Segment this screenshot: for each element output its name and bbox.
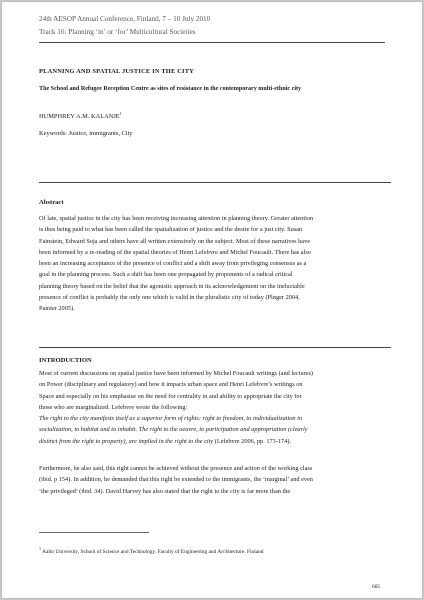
paper-subtitle: The School and Refugee Reception Centre as sites of resistance in the contemporary multi-ethnic city bbox=[39, 86, 302, 92]
text-line: been an increasing acceptance of the presence of conflict and a shift away from privileging consensus as a bbox=[39, 260, 307, 268]
text-line: (ibid. p 154). In addition, he demanded that this right be extended to the immigrants, the ‘marginal’ and even bbox=[39, 476, 313, 484]
introduction-continuation bbox=[39, 463, 391, 497]
footnote-text: Aalto University, School of Science and Technology. Faculty of Engineering and Architecture. Finland bbox=[41, 548, 264, 555]
text-line: goal in the planning process. Such a shift has been one propagated by proponents of a radical critical bbox=[39, 271, 293, 279]
text-line: Furthermore, he also said, this right cannot be achieved without the presence and action of the working class bbox=[39, 465, 313, 472]
keywords: Keywords: Justice, immigrants, City bbox=[39, 130, 133, 137]
author-name: HUMPHREY A.M. KALANJE bbox=[39, 113, 120, 121]
text-line: Space and especially on his emphasise on the need for centrality in and ability to appropriate the city for bbox=[39, 392, 302, 400]
footnote bbox=[39, 546, 263, 555]
abstract-heading: Abstract bbox=[39, 199, 64, 206]
text-line: presence of conflict is probably the only one which is valid in the pluralistic city of today (Pløger 2004, bbox=[39, 294, 300, 302]
track-line: Track 16: Planning ‘in’ or ‘for’ Multicultural Societies bbox=[39, 27, 196, 36]
running-header bbox=[39, 13, 210, 38]
quote-citation: (Lefebvre 2006, pp. 173-174). bbox=[213, 437, 292, 445]
footnote-mark: 1 bbox=[39, 546, 41, 551]
abstract-body bbox=[39, 213, 391, 315]
abstract-bottom-rule bbox=[39, 347, 391, 348]
header-rule bbox=[39, 42, 385, 43]
text-line: planning theory based on the belief that the agonistic approach in its acknowledgement on the ineluctable bbox=[39, 282, 305, 290]
text-line: those who are marginalized. Lefebvre wrote the following: bbox=[39, 403, 188, 411]
paper-page bbox=[2, 2, 422, 598]
text-line: been informed by a re-reading of the spatial theories of Henri Lefebvre and Michel Foucault. There has also bbox=[39, 248, 311, 256]
introduction-heading: INTRODUCTION bbox=[39, 357, 92, 364]
quote-text: distinct from the right to property), are implied in the right to the city bbox=[39, 437, 214, 445]
abstract-top-rule bbox=[39, 182, 391, 183]
author-footnote-mark: 1 bbox=[119, 111, 122, 116]
text-line: Fainstein, Edward Soja and others have all written extensively on the subject. Most of these narratives have bbox=[39, 237, 311, 245]
text-line: ‘the privileged’ (ibid. 34). David Harvey has also stated that the right to the city is far more than the bbox=[39, 487, 291, 495]
text-line: is thus being paid to what has been called the spatialization of justice and the desire for a just city. Susan bbox=[39, 226, 303, 234]
quote-line: socialization, to habitat and to inhabit. The right to the oeuvre, to participation and appropriation (clearly bbox=[39, 426, 308, 434]
quote-line-last bbox=[39, 436, 391, 447]
text-line: Painter 2005). bbox=[39, 305, 75, 313]
quote-line: The right to the city manifests itself as a superior form of rights: right to freedom, to individualization in bbox=[39, 415, 303, 423]
introduction-body bbox=[39, 368, 391, 447]
text-line: Most of current discussions on spatial justice have been informed by Michel Foucault writings (and lectures) bbox=[39, 370, 314, 377]
conference-line: 24th AESOP Annual Conference, Finland, 7 – 10 July 2010 bbox=[39, 15, 211, 23]
page-number: 605 bbox=[372, 584, 381, 590]
text-line: Of late, spatial justice in the city has been receiving increasing attention in planning theory. Greater attention bbox=[39, 215, 314, 222]
text-line: on Power (disciplinary and regulatory) and how it impacts urban space and Henri Lefebvre’s writings on bbox=[39, 381, 303, 389]
footnote-rule bbox=[39, 532, 149, 533]
paper-title: PLANNING AND SPATIAL JUSTICE IN THE CITY bbox=[39, 68, 195, 75]
author bbox=[39, 111, 122, 120]
